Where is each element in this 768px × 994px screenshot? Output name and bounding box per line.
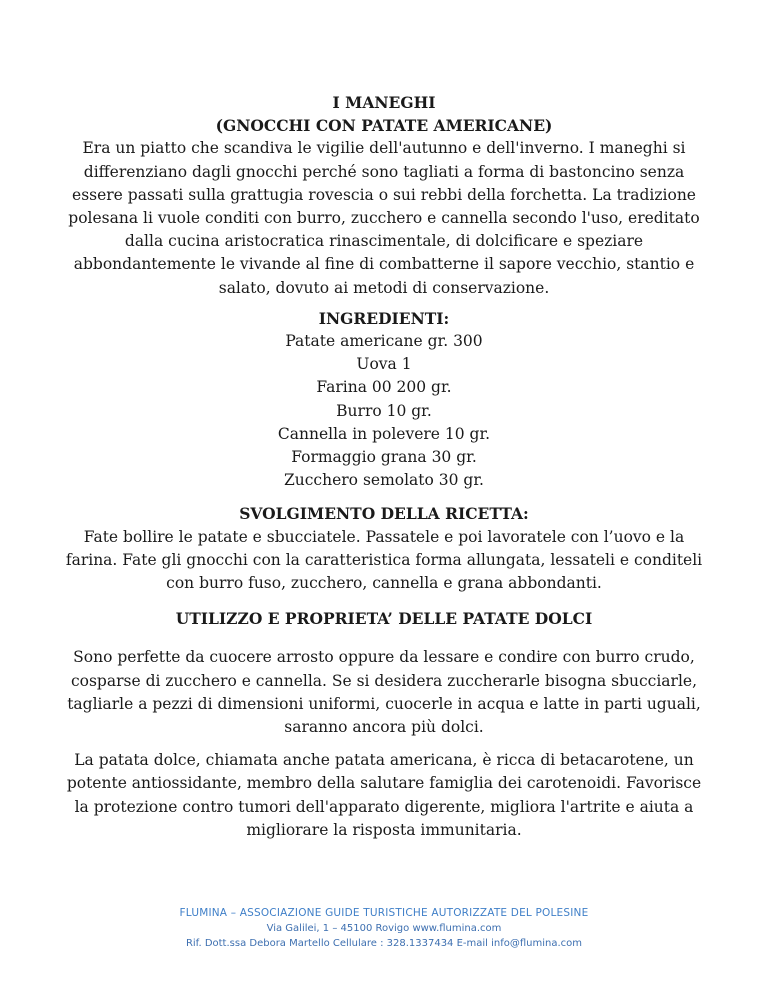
usage-paragraph-2: La patata dolce, chiamata anche patata americana, è ricca di betacarotene, un potente antiossidante, membro della salutare famiglia dei carotenoidi. Favorisce la protezione contro tumori dell'apparato digerente, migliora l'artrite e aiuta a migliorare la risposta immunitaria.	[66, 751, 702, 839]
intro-paragraph: Era un piatto che scandiva le vigilie dell'autunno e dell'inverno. I maneghi si differenziano dagli gnocchi perché sono tagliati a forma di bastoncino senza essere passati sulla grattugia rovescia o sui rebbi della forchetta. La tradizione polesana li vuole conditi con burro, zucchero e cannella secondo l'uso, ereditato dalla cucina aristocratica rinascimentale, di dolcificare e speziare abbondantemente le vivande al fine di combatterne il sapore vecchio, stantio e salato, dovuto ai metodi di conservazione.	[68, 139, 700, 297]
footer-contact: Rif. Dott.ssa Debora Martello Cellulare : 328.1337434 E-mail info@flumina.com	[185, 938, 583, 949]
recipe-title: I MANEGHI	[332, 93, 436, 112]
ingredient-item: Farina 00 200 gr.	[316, 378, 452, 397]
ingredient-item: Formaggio grana 30 gr.	[291, 448, 477, 467]
ingredient-item: Burro 10 gr.	[336, 401, 432, 420]
recipe-document	[60, 0, 708, 842]
ingredient-item: Zucchero semolato 30 gr.	[284, 471, 484, 490]
footer-address: Via Galilei, 1 – 45100 Rovigo www.flumina.com	[266, 923, 502, 934]
procedure-paragraph: Fate bollire le patate e sbucciatele. Passatele e poi lavoratele con l’uovo e la farina. Fate gli gnocchi con la caratteristica forma allungata, lessateli e conditeli con burro fuso, zucchero, cannella e grana abbondanti.	[65, 527, 703, 593]
ingredient-item: Patate americane gr. 300	[285, 332, 483, 351]
ingredients-heading: INGREDIENTI:	[318, 308, 450, 328]
recipe-subtitle: (GNOCCHI CON PATATE AMERICANE)	[215, 116, 553, 136]
usage-heading: UTILIZZO E PROPRIETA’ DELLE PATATE DOLCI	[175, 609, 593, 629]
procedure-heading: SVOLGIMENTO DELLA RICETTA:	[239, 504, 529, 524]
footer-organization: FLUMINA – ASSOCIAZIONE GUIDE TURISTICHE AUTORIZZATE DEL POLESINE	[179, 907, 589, 919]
page-footer	[0, 906, 768, 951]
ingredient-item: Uova 1	[356, 355, 412, 374]
ingredients-list	[60, 330, 708, 492]
ingredient-item: Cannella in polevere 10 gr.	[277, 424, 491, 443]
usage-paragraph-1: Sono perfette da cuocere arrosto oppure da lessare e condire con burro crudo, cosparse di zucchero e cannella. Se si desidera zuccherarle bisogna sbucciarle, tagliarle a pezzi di dimensioni uniformi, cuocerle in acqua e latte in parti uguali, saranno ancora più dolci.	[67, 648, 701, 737]
